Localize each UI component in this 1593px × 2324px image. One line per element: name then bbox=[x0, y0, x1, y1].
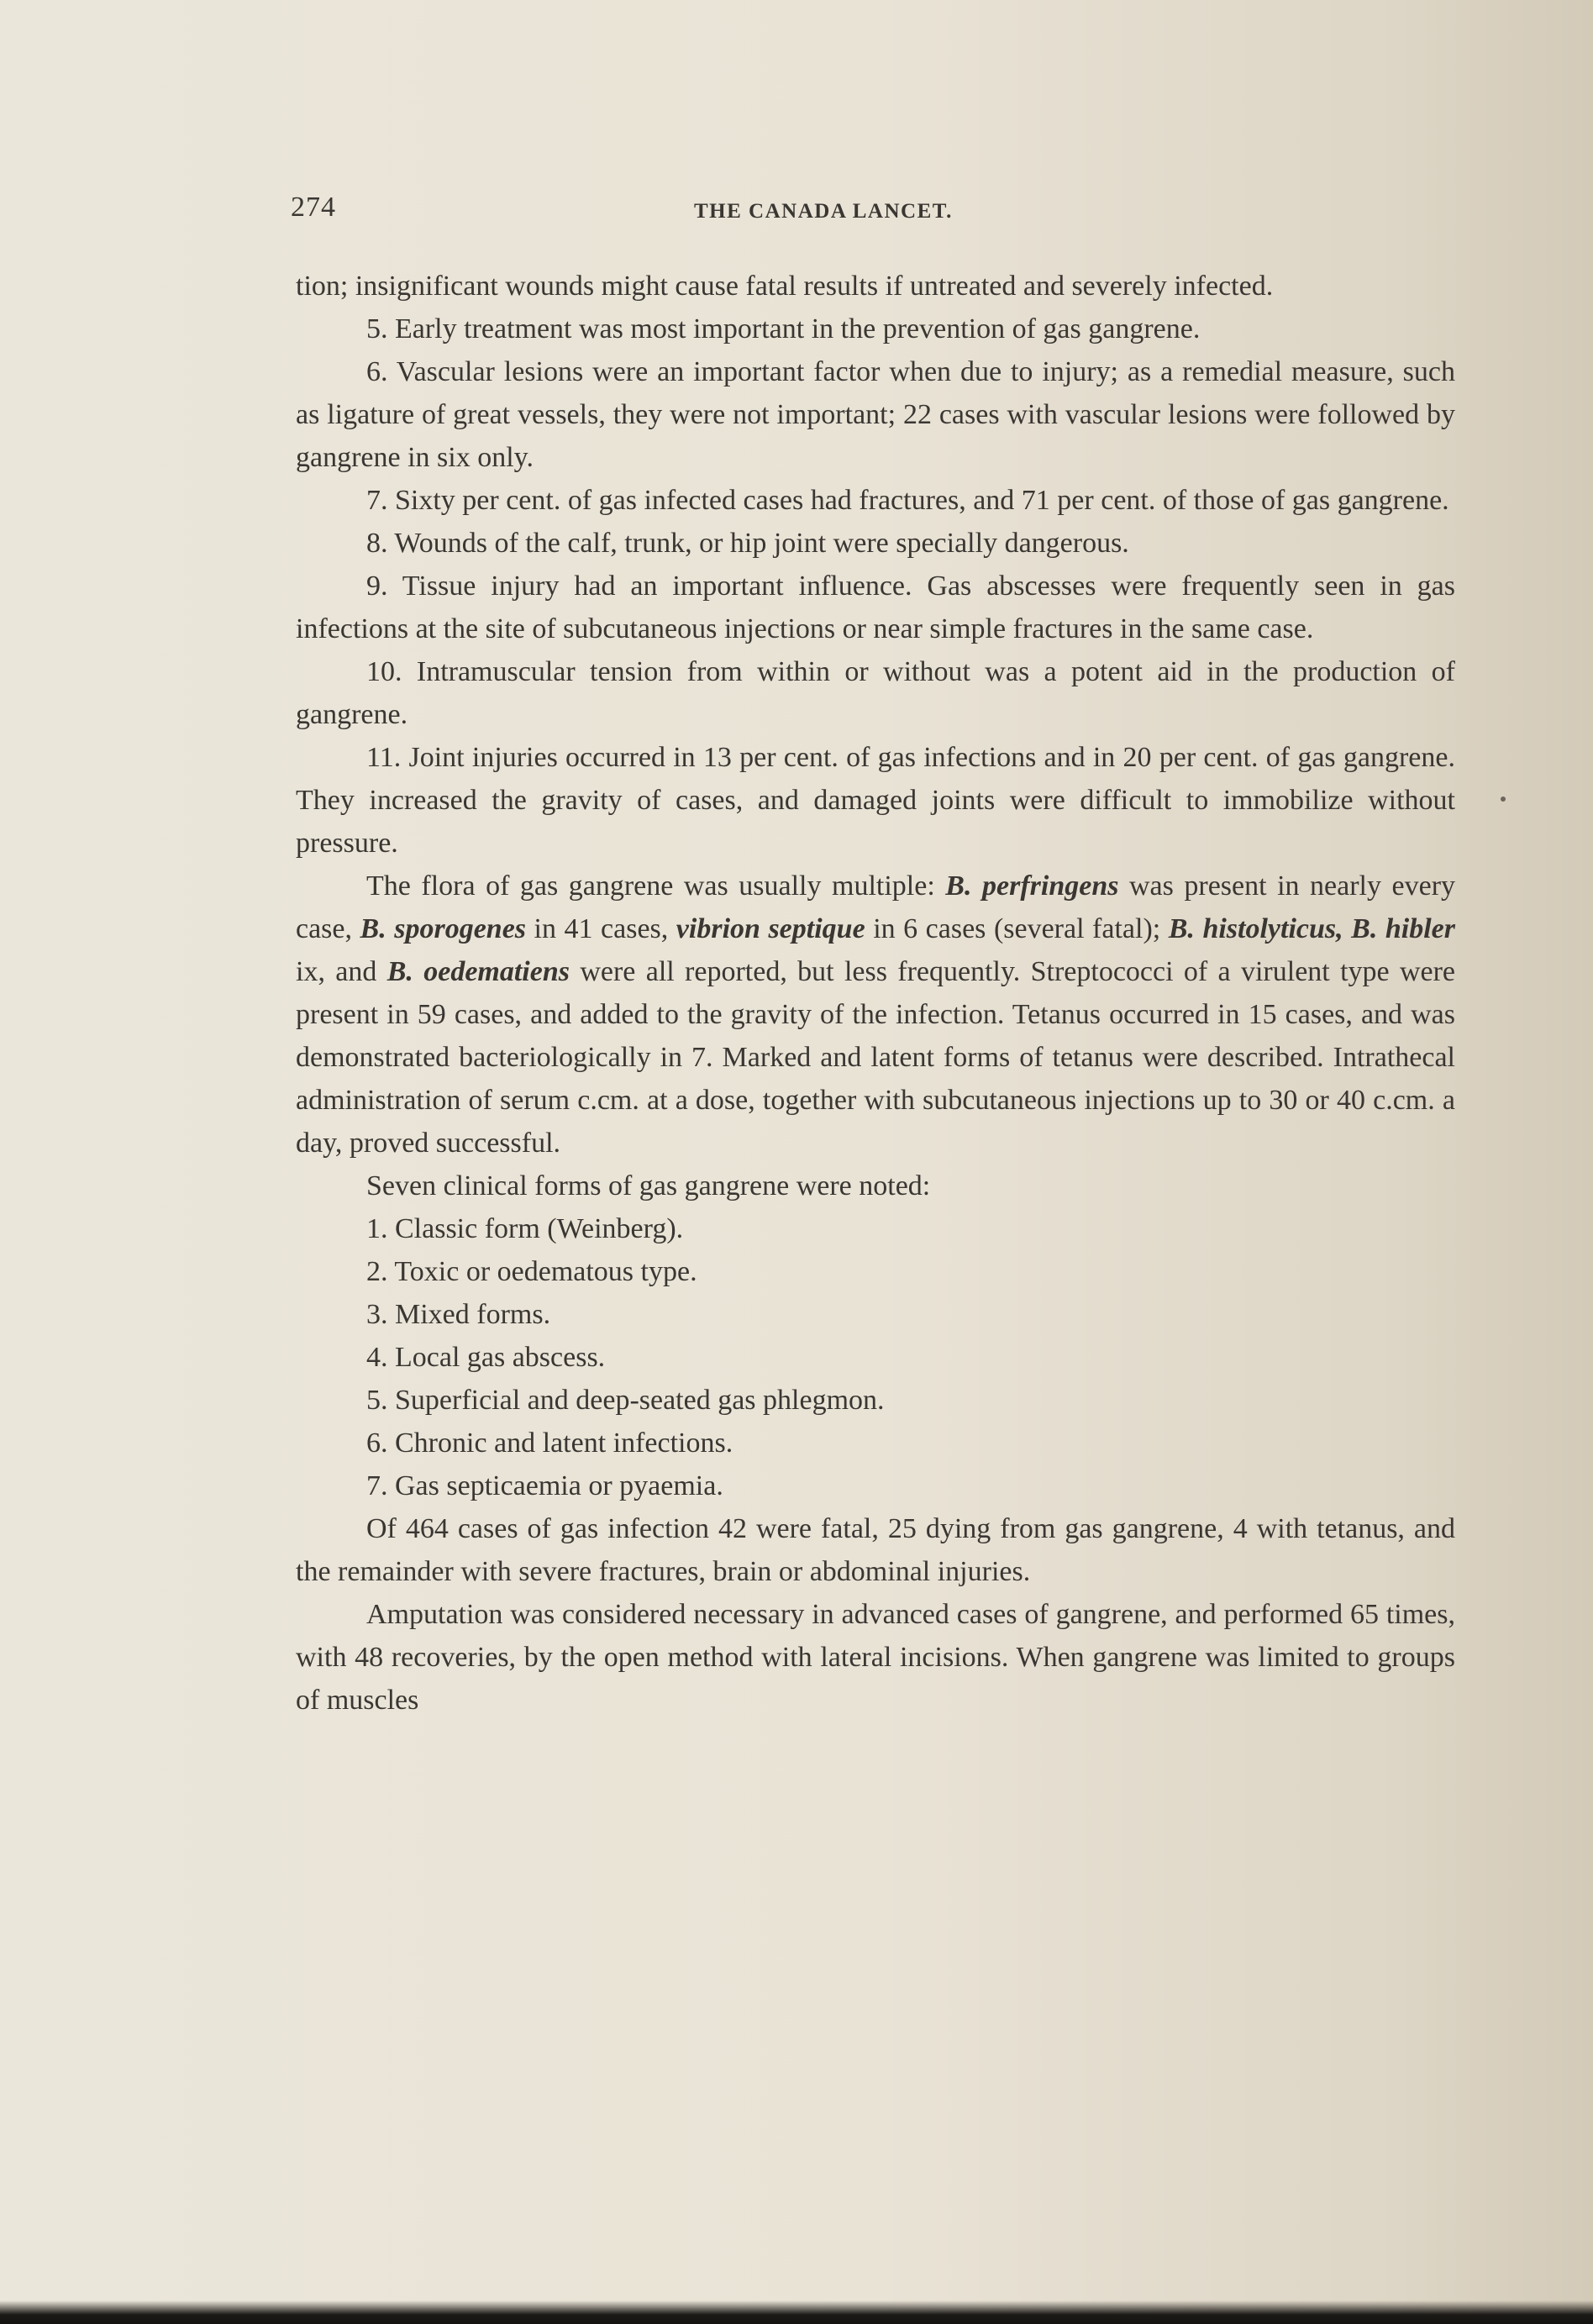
form-item-3: 3. Mixed forms. bbox=[366, 1299, 551, 1330]
species-histolyticus-hibler: B. histolyticus, B. hibler bbox=[1168, 913, 1455, 944]
page-bottom-shadow bbox=[0, 2300, 1593, 2324]
page-number: 274 bbox=[291, 192, 336, 223]
paragraph-continuation: tion; insignificant wounds might cause fatal results if untreated and severely infected. bbox=[296, 271, 1274, 302]
paragraph-point-8: 8. Wounds of the calf, trunk, or hip joint were specially dangerous. bbox=[366, 528, 1129, 559]
form-item-7: 7. Gas septicaemia or pyaemia. bbox=[366, 1470, 723, 1501]
paragraph-point-11: 11. Joint injuries occurred in 13 per cent. of gas infections and in 20 per cent. of gas gangrene. They increased the gravity of cases, and damaged joints were difficult to immobilize without pressure. bbox=[296, 742, 1455, 859]
page-header bbox=[291, 188, 1450, 239]
flora-text-3: in 41 cases, bbox=[526, 913, 676, 944]
form-item-5: 5. Superficial and deep-seated gas phlegmon. bbox=[366, 1385, 885, 1416]
flora-text-5: ix, and bbox=[296, 956, 387, 987]
form-item-2: 2. Toxic or oedematous type. bbox=[366, 1256, 697, 1287]
flora-text-1: The flora of gas gangrene was usually multiple: bbox=[366, 870, 946, 902]
forms-intro: Seven clinical forms of gas gangrene were noted: bbox=[366, 1170, 931, 1201]
paragraph-point-9: 9. Tissue injury had an important influence. Gas abscesses were frequently seen in gas infections at the site of subcutaneous injections or near simple fractures in the same case. bbox=[296, 570, 1455, 644]
paragraph-point-7: 7. Sixty per cent. of gas infected cases had fractures, and 71 per cent. of those of gas gangrene. bbox=[366, 485, 1449, 516]
form-item-6: 6. Chronic and latent infections. bbox=[366, 1428, 733, 1459]
flora-text-6: were all reported, but less frequently. Streptococci of a virulent type were present in 59 cases, and added to the gravity of the infection. Tetanus occurred in 15 cases, and was demonstrated bacteriologically in 7. Marked and latent forms of tetanus were described. Intrathecal administration of serum c.cm. at a dose, together with subcutaneous injections up to 30 or 40 c.cm. a day, proved successful. bbox=[296, 956, 1456, 1159]
paragraph-fatal-cases: Of 464 cases of gas infection 42 were fatal, 25 dying from gas gangrene, 4 with tetanus, and the remainder with severe fractures, brain or abdominal injuries. bbox=[296, 1513, 1455, 1587]
running-head: THE CANADA LANCET. bbox=[694, 200, 953, 223]
species-perfringens: B. perfringens bbox=[945, 870, 1119, 902]
species-oedematiens: B. oedematiens bbox=[386, 956, 570, 987]
paragraph-point-5: 5. Early treatment was most important in the prevention of gas gangrene. bbox=[366, 313, 1201, 344]
species-sporogenes: B. sporogenes bbox=[360, 913, 527, 944]
paragraph-amputation: Amputation was considered necessary in advanced cases of gangrene, and performed 65 times, with 48 recoveries, by the open method with lateral incisions. When gangrene was limited to groups of muscles bbox=[296, 1599, 1455, 1716]
species-vibrion-septique: vibrion septique bbox=[676, 913, 865, 944]
form-item-4: 4. Local gas abscess. bbox=[366, 1342, 606, 1373]
paragraph-point-10: 10. Intramuscular tension from within or without was a potent aid in the production of gangrene. bbox=[296, 656, 1455, 730]
paragraph-flora bbox=[296, 865, 1455, 1165]
form-item-1: 1. Classic form (Weinberg). bbox=[366, 1213, 684, 1244]
flora-text-4: in 6 cases (several fatal); bbox=[865, 913, 1169, 944]
paper-speck bbox=[1501, 797, 1506, 802]
paragraph-point-6: 6. Vascular lesions were an important factor when due to injury; as a remedial measure, such as ligature of great vessels, they were not important; 22 cases with vascular lesions were followed by gangrene in six only. bbox=[296, 356, 1455, 473]
body-text bbox=[296, 265, 1455, 1722]
flora-text-2: was present in nearly every case, bbox=[296, 870, 1456, 944]
